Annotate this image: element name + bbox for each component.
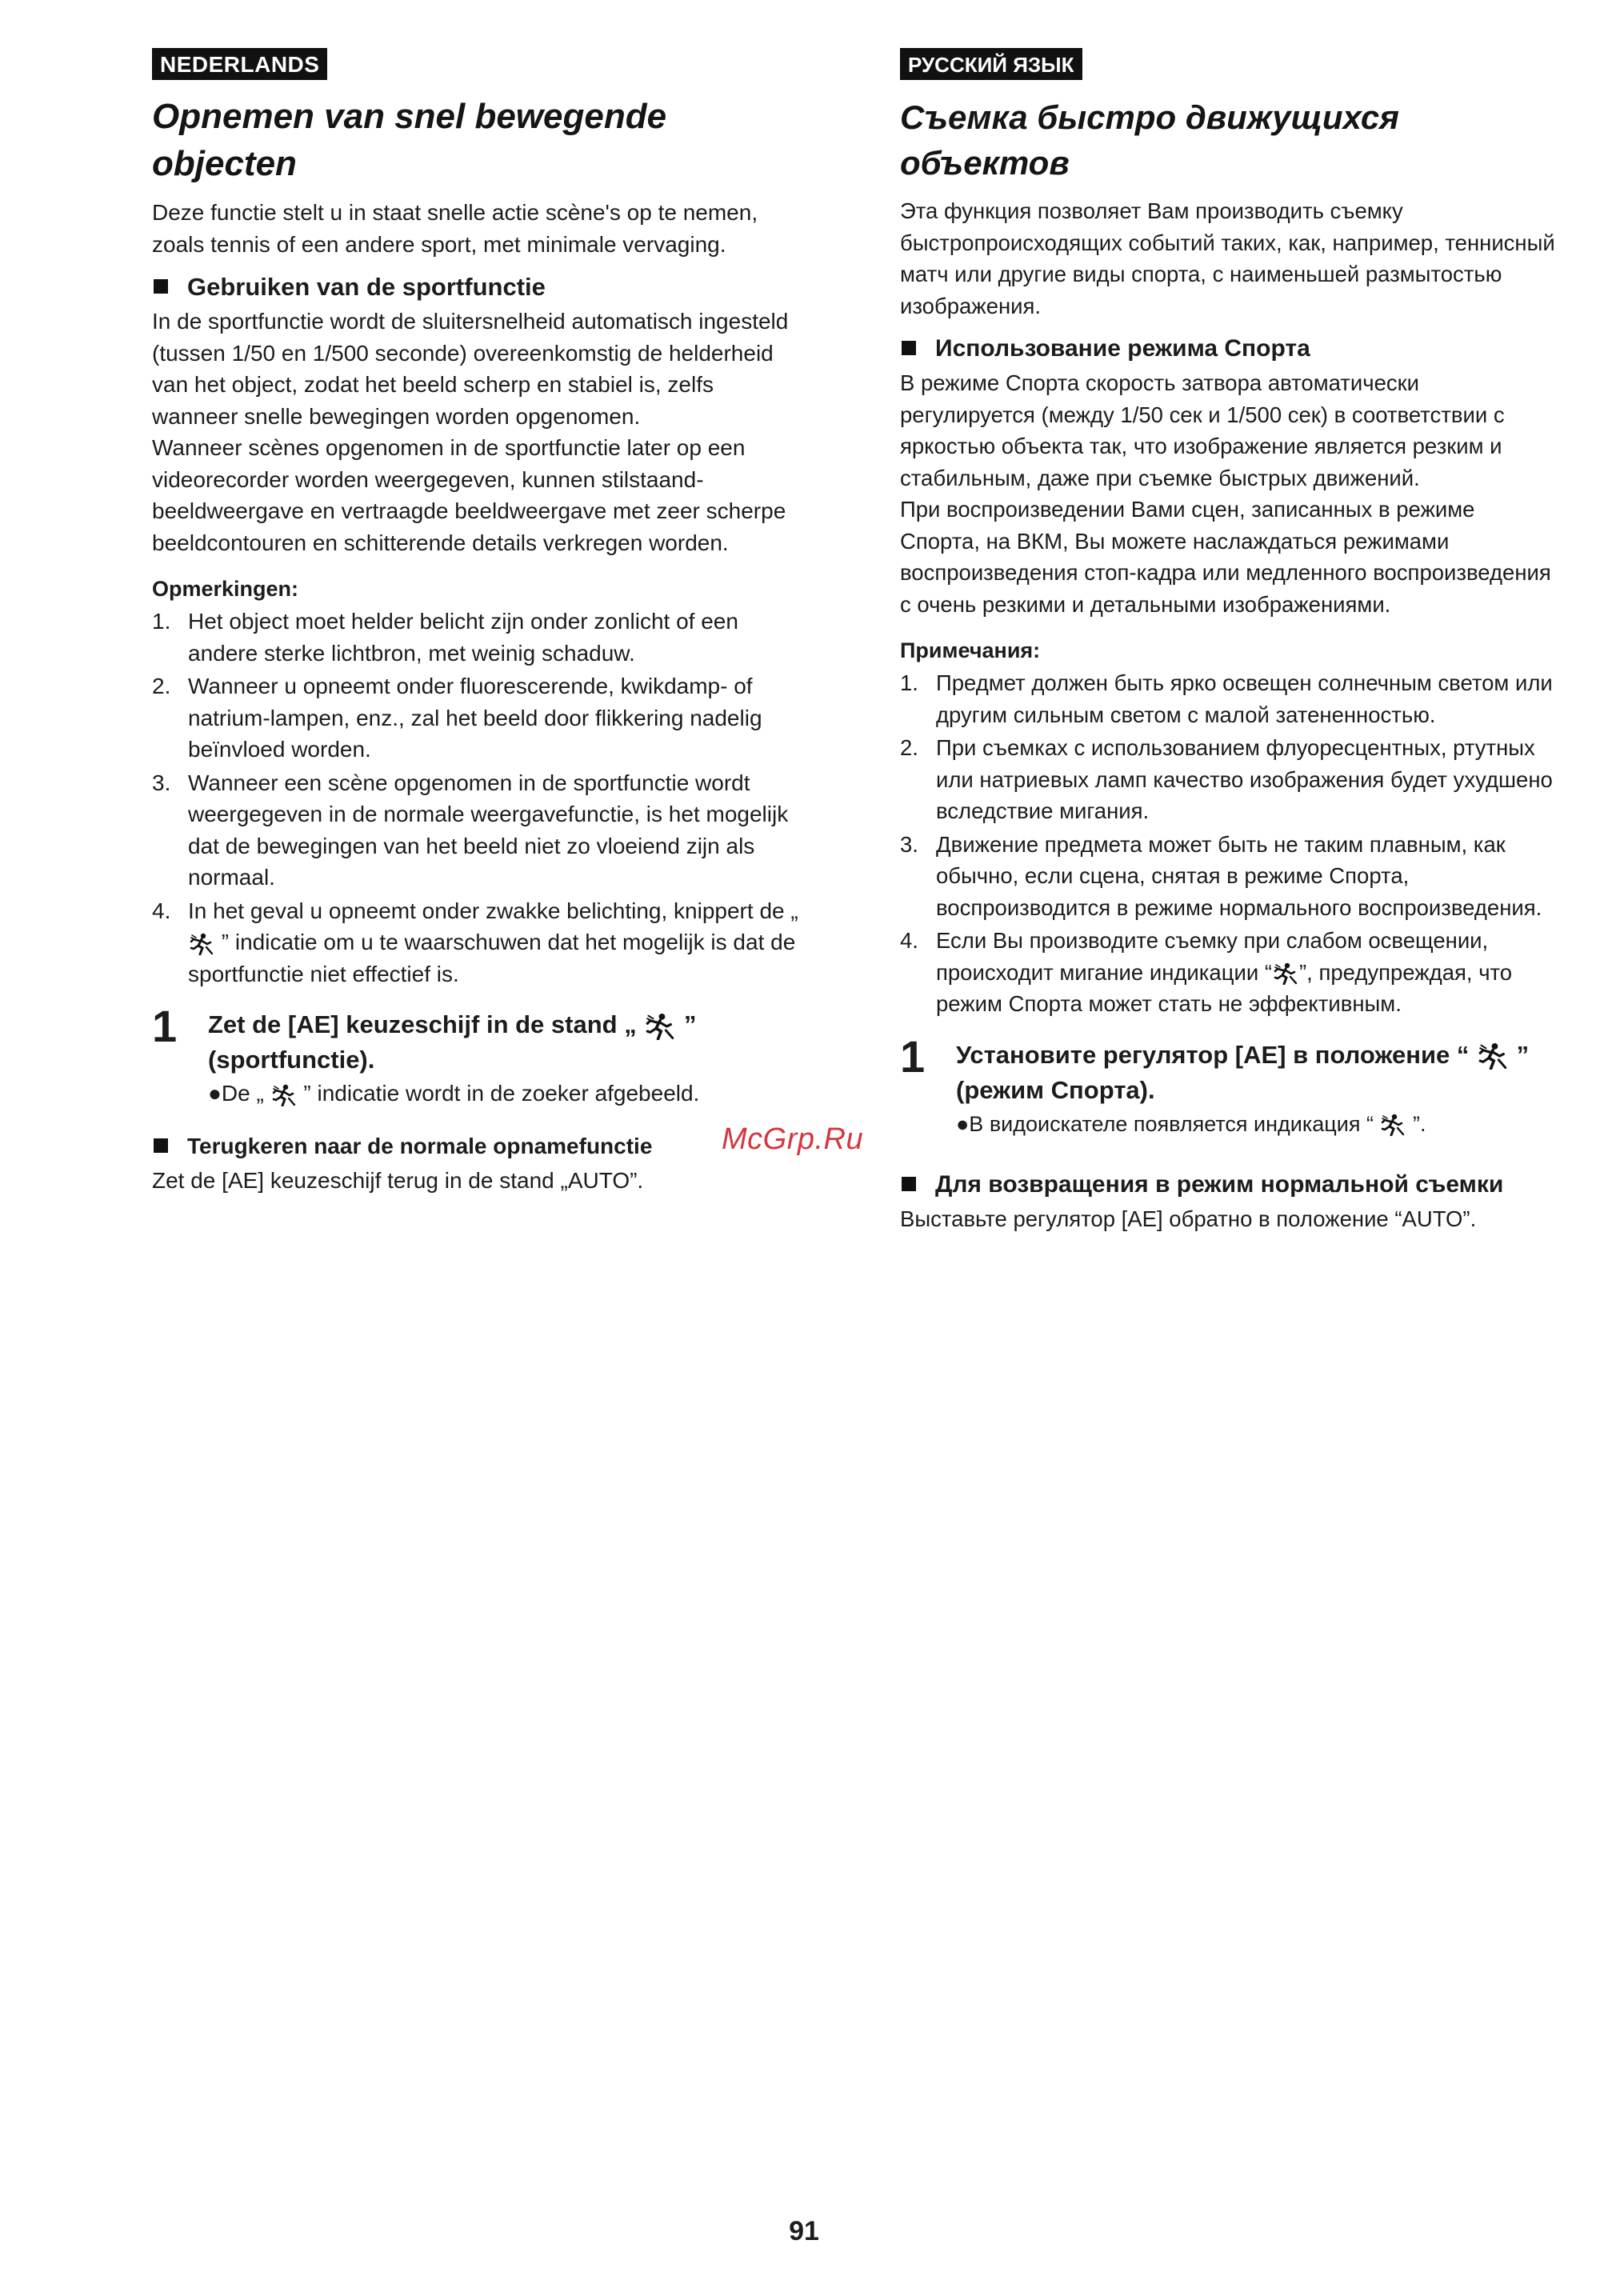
square-bullet-icon: [902, 341, 916, 355]
watermark: [720, 1118, 904, 1158]
step-bullet: ●В видоискателе появляется индикация “ ”.: [956, 1111, 1426, 1136]
step-number: 1: [900, 1030, 926, 1082]
square-bullet-icon: [154, 1138, 168, 1153]
sport-mode-paragraph-2: Wanneer scènes opgenomen in de sportfunctie later op een videorecorder worden weergegeven, kunnen stilstaand-beeldweergave en vertraagde beeldweergave met zeer scherpe beeldcontouren en schitterende details verkregen worden.: [152, 435, 786, 555]
notes-list: [152, 606, 800, 990]
sport-mode-paragraph-1: В режиме Спорта скорость затвора автоматически регулируется (между 1/50 сек и 1/500 сек) в соответствии с яркостью объекта так, что изображение является резким и стабильным, даже при съемке быстрых движений.: [900, 370, 1505, 490]
note-item: [900, 667, 1560, 730]
note-text: Wanneer een scène opgenomen in de sportfunctie wordt weergegeven in de normale weergavefunctie, is het mogelijk dat de bewegingen van het beeld niet zo vloeiend zijn als normaal.: [188, 770, 789, 890]
note-item: [900, 732, 1560, 827]
sport-mode-paragraph-1: In de sportfunctie wordt de sluitersnelheid automatisch ingesteld (tussen 1/50 en 1/500 seconde) overeenkomstig de helderheid van het object, zodat het beeld scherp en stabiel is, zelfs wanneer snelle bewegingen worden opgenomen.: [152, 309, 789, 429]
page-number: 91: [789, 2216, 819, 2246]
sport-mode-icon: [1274, 962, 1298, 985]
note-item: [900, 829, 1560, 924]
note-number: 1.: [900, 670, 918, 695]
page-title-russian: Съемка быстро движущихся объектов: [900, 98, 1399, 182]
step-bullet: ●De „ ” indicatie wordt in de zoeker afgebeeld.: [208, 1081, 700, 1106]
sport-mode-icon: [272, 1084, 296, 1106]
section-heading-text: Для возвращения в режим нормальной съемки: [935, 1170, 1504, 1198]
step-title: Zet de [AE] keuzeschijf in de stand „ ” (sportfunctie).: [208, 1010, 697, 1074]
note-text: Движение предмета может быть не таким плавным, как обычно, если сцена, снятая в режиме Спорта, воспроизводится в режиме нормального воспроизведения.: [936, 831, 1542, 920]
section-heading-return: [152, 1130, 800, 1162]
column-russian: [900, 48, 1560, 1234]
language-tab-dutch: NEDERLANDS: [152, 48, 327, 80]
notes-list: [900, 667, 1560, 1020]
return-paragraph: Zet de [AE] keuzeschijf terug in de stand „AUTO”.: [152, 1168, 644, 1193]
note-number: 2.: [900, 735, 918, 760]
intro-paragraph: Эта функция позволяет Вам производить съемку быстропроисходящих событий таких, как, например, теннисный матч или другие виды спорта, с наименьшей размытостью изображения.: [900, 198, 1555, 318]
return-paragraph: Выставьте регулятор [AE] обратно в положение “AUTO”.: [900, 1206, 1477, 1231]
square-bullet-icon: [154, 279, 168, 294]
square-bullet-icon: [902, 1177, 916, 1191]
notes-heading: Примечания:: [900, 638, 1041, 662]
note-text: Het object moet helder belicht zijn onder zonlicht of een andere sterke lichtbron, met weinig schaduw.: [188, 609, 738, 666]
step-number: 1: [152, 1001, 178, 1051]
column-dutch: [152, 48, 800, 1197]
note-number: 3.: [900, 831, 918, 857]
note-number: 4.: [900, 928, 918, 953]
note-text: Предмет должен быть ярко освещен солнечным светом или другим сильным светом с малой затененностью.: [936, 670, 1553, 727]
sport-mode-icon: [1478, 1042, 1508, 1070]
step-1: [900, 1030, 1560, 1140]
note-number: 2.: [152, 674, 171, 698]
step-1: [152, 1001, 800, 1110]
note-item: [152, 895, 800, 990]
step-title: Установите регулятор [AE] в положение “ ” (режим Спорта).: [956, 1040, 1530, 1104]
note-item: [152, 670, 800, 766]
section-heading-text: Terugkeren naar de normale opnamefunctie: [187, 1134, 653, 1158]
section-heading-sport-mode: [900, 333, 1560, 365]
svg-text:McGrp.Ru: McGrp.Ru: [722, 1122, 864, 1156]
page-title-dutch: Opnemen van snel bewegende objecten: [152, 97, 667, 183]
sport-mode-icon: [645, 1013, 675, 1040]
section-heading-return: [900, 1169, 1560, 1201]
intro-paragraph: Deze functie stelt u in staat snelle actie scène's op te nemen, zoals tennis of een andere sport, met minimale vervaging.: [152, 200, 758, 257]
section-heading-sport-mode: [152, 271, 800, 303]
sport-mode-paragraph-2: При воспроизведении Вами сцен, записанных в режиме Спорта, на ВКМ, Вы можете наслаждаться режимами воспроизведения стоп-кадра или медленного воспроизведения с очень резкими и детальными изображениями.: [900, 497, 1551, 617]
note-text: Wanneer u opneemt onder fluorescerende, kwikdamp- of natrium-lampen, enz., zal het beeld door flikkering nadelig beïnvloed worden.: [188, 674, 762, 762]
sport-mode-icon: [1381, 1114, 1405, 1136]
note-text: In het geval u opneemt onder zwakke belichting, knippert de „ ” indicatie om u te waarschuwen dat het mogelijk is dat de sportfunctie niet effectief is.: [188, 898, 798, 986]
section-heading-text: Gebruiken van de sportfunctie: [187, 273, 546, 301]
section-heading-text: Использование режима Спорта: [935, 335, 1310, 362]
note-item: [900, 925, 1560, 1020]
notes-heading: Opmerkingen:: [152, 577, 299, 601]
language-tab-russian: РУССКИЙ ЯЗЫК: [900, 48, 1082, 80]
note-text: Если Вы производите съемку при слабом освещении, происходит мигание индикации “ ”, предупреждая, что режим Спорта может стать не эффективным.: [936, 928, 1513, 1016]
note-number: 1.: [152, 609, 171, 634]
note-item: [152, 606, 800, 669]
note-item: [152, 767, 800, 894]
note-number: 4.: [152, 898, 171, 923]
note-number: 3.: [152, 770, 171, 795]
sport-mode-icon: [190, 933, 214, 955]
note-text: При съемках с использованием флуоресцентных, ртутных или натриевых ламп качество изображения будет ухудшено вследствие мигания.: [936, 735, 1553, 823]
